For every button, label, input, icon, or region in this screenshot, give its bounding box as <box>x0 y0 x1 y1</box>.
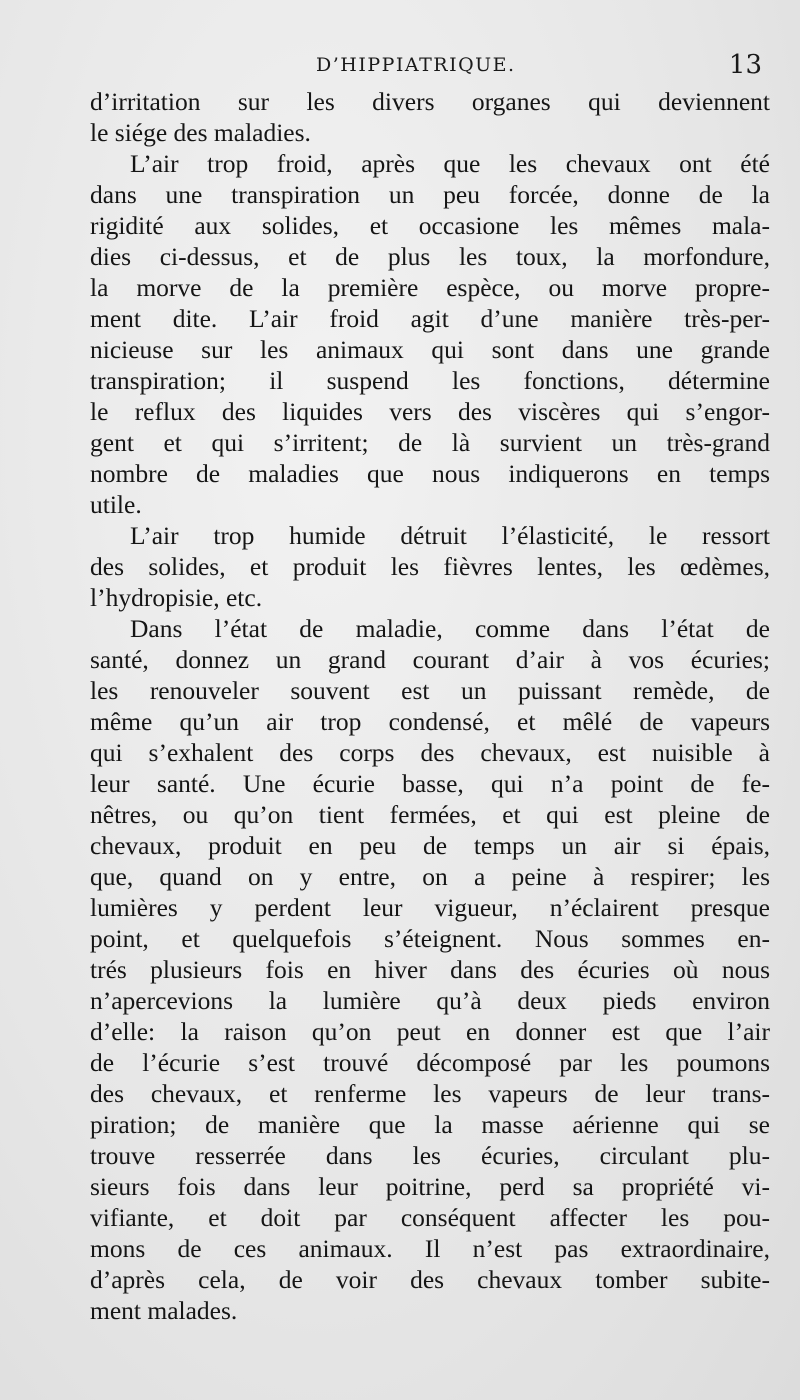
text-line: le reflux des liquides vers des viscères qui s’engor- <box>90 397 770 426</box>
text-line: utile. <box>90 490 142 519</box>
text-line: nombre de maladies que nous indiquerons en temps <box>90 459 770 488</box>
text-line: le siége des maladies. <box>90 118 311 147</box>
page-number: 13 <box>728 50 762 80</box>
text-line: piration; de manière que la masse aérienne qui se <box>90 1110 770 1139</box>
text-line: d’après cela, de voir des chevaux tomber subite- <box>90 1265 770 1294</box>
text-line: la morve de la première espèce, ou morve propre- <box>90 273 770 302</box>
text-line: transpiration; il suspend les fonctions, détermine <box>90 366 770 395</box>
text-line: sieurs fois dans leur poitrine, perd sa propriété vi- <box>90 1172 770 1201</box>
text-line: dies ci-dessus, et de plus les toux, la morfondure, <box>90 242 770 271</box>
text-line: nicieuse sur les animaux qui sont dans une grande <box>90 335 770 364</box>
text-line: des chevaux, et renferme les vapeurs de leur trans- <box>90 1079 770 1108</box>
text-line: trouve resserrée dans les écuries, circulant plu- <box>90 1141 770 1170</box>
text-line: l’hydropisie, etc. <box>90 583 263 612</box>
text-line: de l’écurie s’est trouvé décomposé par les poumons <box>90 1048 770 1077</box>
paragraph <box>90 613 770 1326</box>
text-line: d’elle: la raison qu’on peut en donner est que l’air <box>90 1017 770 1046</box>
text-line: Dans l’état de maladie, comme dans l’état de <box>130 614 770 643</box>
text-line: nêtres, ou qu’on tient fermées, et qui est pleine de <box>90 800 770 829</box>
paragraph <box>90 520 770 613</box>
text-line: d’irritation sur les divers organes qui deviennent <box>90 87 770 116</box>
text-line: ment malades. <box>90 1296 238 1325</box>
text-line: qui s’exhalent des corps des chevaux, est nuisible à <box>90 738 770 767</box>
text-line: que, quand on y entre, on a peine à respirer; les <box>90 862 770 891</box>
text-line: ment dite. L’air froid agit d’une manière très-per- <box>90 304 770 333</box>
text-line: lumières y perdent leur vigueur, n’éclairent presque <box>90 893 770 922</box>
text-line: chevaux, produit en peu de temps un air si épais, <box>90 831 770 860</box>
text-line: point, et quelquefois s’éteignent. Nous sommes en- <box>90 924 770 953</box>
text-line: des solides, et produit les fièvres lentes, les œdèmes, <box>90 552 770 581</box>
text-line: gent et qui s’irritent; de là survient un très-grand <box>90 428 770 457</box>
text-line: les renouveler souvent est un puissant remède, de <box>90 676 770 705</box>
paragraph <box>90 86 770 148</box>
text-line: vifiante, et doit par conséquent affecter les pou- <box>90 1203 770 1232</box>
text-line: trés plusieurs fois en hiver dans des écuries où nous <box>90 955 770 984</box>
text-line: leur santé. Une écurie basse, qui n’a point de fe- <box>90 769 770 798</box>
text-line: L’air trop froid, après que les chevaux ont été <box>130 149 770 178</box>
text-line: n’apercevions la lumière qu’à deux pieds environ <box>90 986 770 1015</box>
running-head: D’HIPPIATRIQUE. <box>316 54 516 76</box>
text-line: rigidité aux solides, et occasione les mêmes mala- <box>90 211 770 240</box>
text-line: L’air trop humide détruit l’élasticité, le ressort <box>130 521 770 550</box>
text-line: mons de ces animaux. Il n’est pas extraordinaire, <box>90 1234 770 1263</box>
paragraph <box>90 148 770 520</box>
text-line: même qu’un air trop condensé, et mêlé de vapeurs <box>90 707 770 736</box>
text-line: santé, donnez un grand courant d’air à vos écuries; <box>90 645 770 674</box>
page-header <box>100 50 762 80</box>
body-text <box>90 86 770 1326</box>
text-line: dans une transpiration un peu forcée, donne de la <box>90 180 770 209</box>
